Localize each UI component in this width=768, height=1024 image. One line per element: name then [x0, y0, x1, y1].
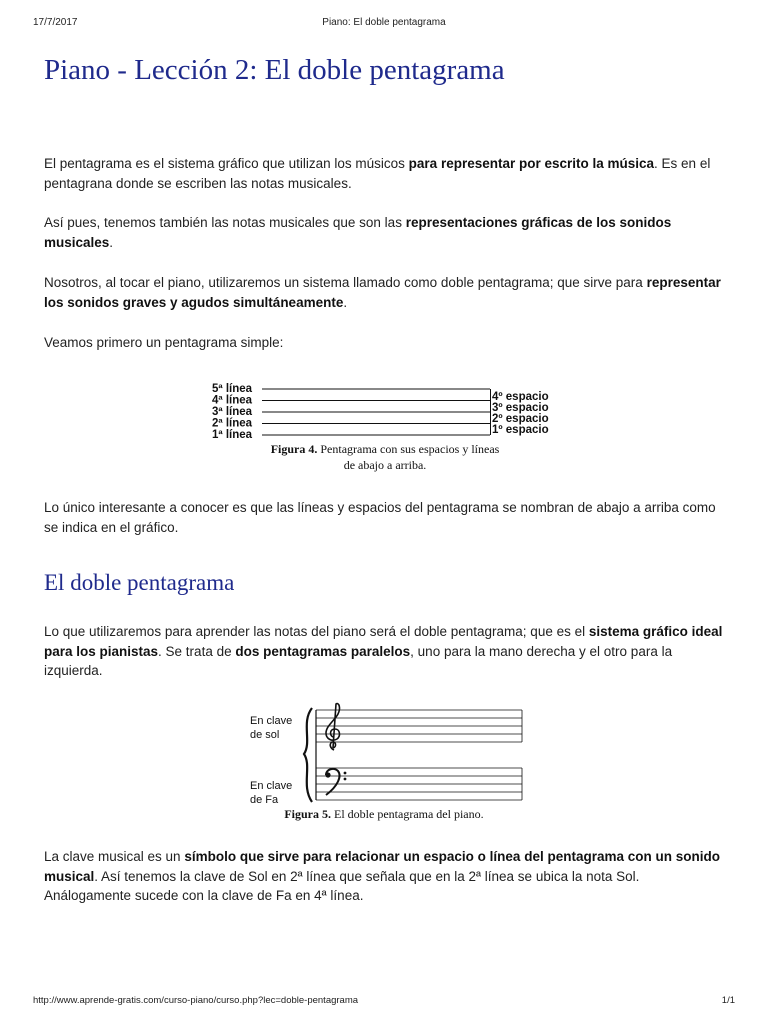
paragraph-text: , uno para la mano derecha y el otro para la izquierda. [44, 643, 673, 678]
paragraph-naming: Lo único interesante a conocer es que las líneas y espacios del pentagrama se nombran de abajo a arriba como se indica en el gráfico. [44, 500, 716, 535]
paragraph-text: . Es en el pentagrana donde se escriben las notas musicales. [44, 156, 711, 191]
bass-clef-icon [325, 769, 346, 795]
paragraph-text: La clave musical es un [44, 849, 185, 864]
paragraph-text: . [109, 234, 114, 250]
paragraph-clef [44, 847, 724, 906]
line-label: 4ª línea [212, 394, 253, 407]
treble-label: de sol [250, 729, 280, 741]
caption-label: Figura 5. [284, 807, 332, 821]
paragraph-bold-text: para representar por escrito la música [408, 156, 655, 171]
paragraph-bold-text: dos pentagramas paralelos [235, 643, 411, 659]
paragraph-text: Lo que utilizaremos para aprender las notas del piano será el doble pentagrama; que es el [44, 624, 589, 639]
paragraph-text: . Así tenemos la clave de Sol en 2ª línea que señala que en la 2ª línea se ubica la nota Sol. Análogamente sucede con la clave de Fa en 4ª línea. [44, 868, 640, 903]
space-label: 3º espacio [492, 402, 549, 414]
paragraph-bold-text: sistema gráfico ideal para los pianistas [44, 624, 723, 659]
print-footer-url: http://www.aprende-gratis.com/curso-piano/curso.php?lec=doble-pentagrama [33, 995, 359, 1006]
figure-4-caption [230, 441, 540, 473]
paragraph-text: . [343, 294, 348, 310]
paragraph-notes [44, 213, 724, 252]
print-date: 17/7/2017 [33, 17, 78, 28]
caption-text: Pentagrama con sus espacios y líneas [317, 442, 500, 456]
treble-label: En clave [250, 715, 293, 727]
figure-5-grand-staff [246, 702, 536, 810]
brace-icon [304, 708, 312, 802]
paragraph-text: . Se trata de [158, 643, 236, 659]
line-label: 5ª línea [212, 383, 253, 395]
print-page-number: 1/1 [721, 995, 735, 1006]
paragraph-double-staff [44, 273, 724, 312]
paragraph-double-explained [44, 622, 724, 681]
space-label: 4º espacio [492, 391, 549, 403]
paragraph-text: Nosotros, al tocar el piano, utilizaremos un sistema llamado como doble pentagrama; que sirve para [44, 275, 647, 290]
figure-4-staff [210, 380, 570, 440]
space-label: 1º espacio [492, 424, 549, 436]
space-label: 2º espacio [492, 413, 549, 425]
caption-text: de abajo a arriba. [343, 458, 427, 472]
caption-text: El doble pentagrama del piano. [331, 807, 484, 821]
bass-label: de Fa [250, 794, 279, 806]
figure-5-caption [246, 806, 522, 822]
paragraph-simple-staff: Veamos primero un pentagrama simple: [44, 335, 284, 350]
grand-staff-diagram [246, 702, 536, 810]
section-title: El doble pentagrama [44, 570, 235, 595]
line-label: 3ª línea [212, 406, 253, 418]
paragraph-bold-text: representaciones gráficas de los sonidos musicales [44, 215, 672, 250]
paragraph-bold-text: representar los sonidos graves y agudos simultáneamente [44, 275, 721, 310]
page-title: Piano - Lección 2: El doble pentagrama [44, 54, 505, 86]
paragraph-bold-text: símbolo que sirve para relacionar un espacio o línea del pentagrama con un sonido musical [44, 849, 720, 884]
paragraph-intro [44, 154, 724, 193]
caption-label: Figura 4. [270, 442, 318, 456]
staff-diagram [210, 380, 570, 440]
line-label: 2ª línea [212, 417, 253, 430]
paragraph-text: Así pues, tenemos también las notas musicales que son las [44, 215, 406, 230]
bass-label: En clave [250, 780, 293, 792]
line-label: 1ª línea [212, 429, 253, 440]
treble-clef-icon [326, 704, 339, 750]
paragraph-text: El pentagrama es el sistema gráfico que utilizan los músicos [44, 156, 409, 171]
print-header-title: Piano: El doble pentagrama [322, 17, 446, 28]
